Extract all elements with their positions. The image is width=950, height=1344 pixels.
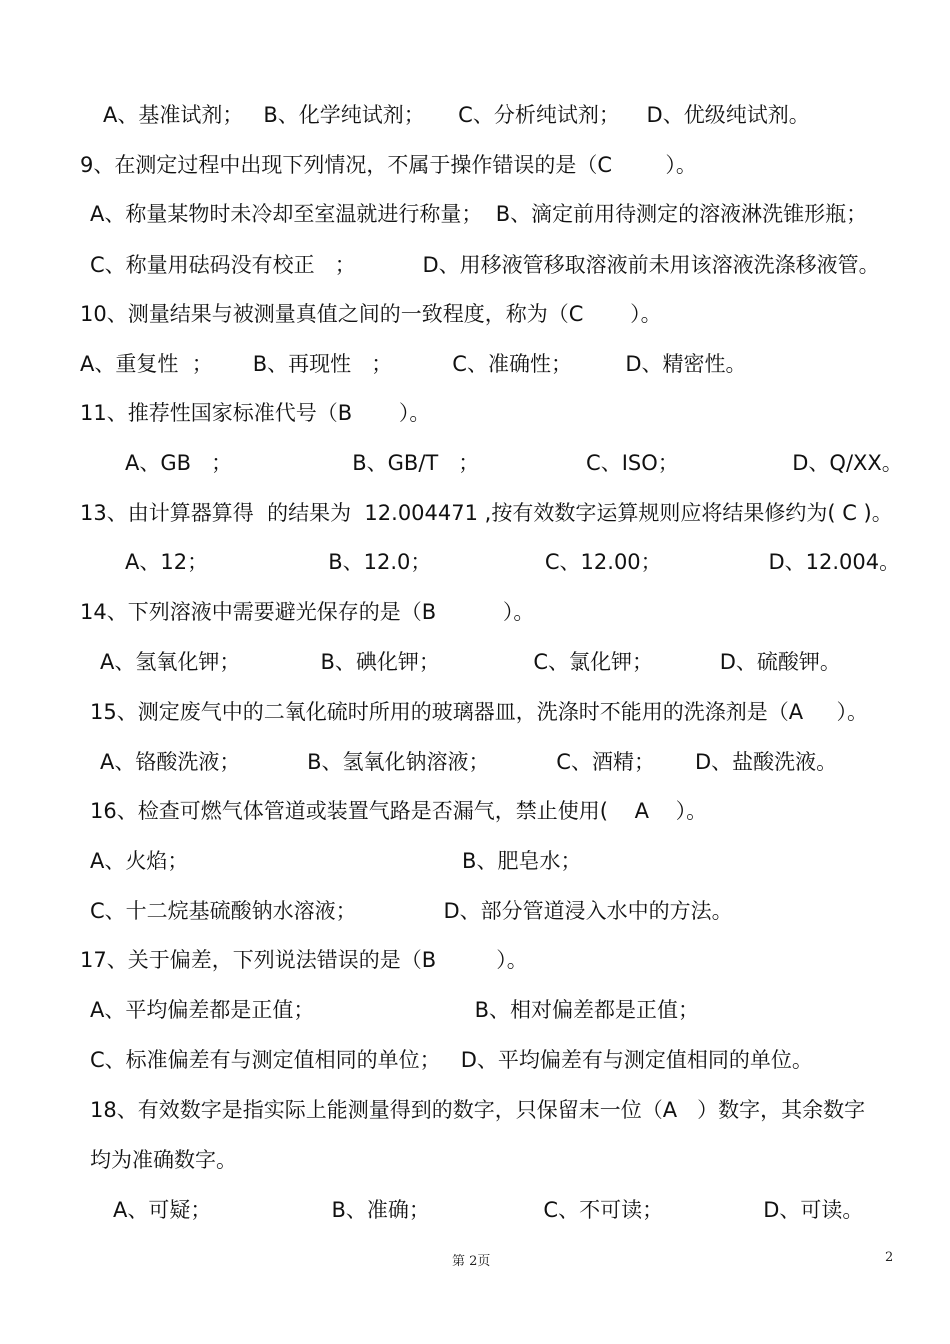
answer-options-15: A、铬酸洗液； B、氢氧化钠溶液； C、酒精； D、盐酸洗液。 bbox=[100, 750, 838, 774]
question-18-continued: 均为准确数字。 bbox=[90, 1148, 237, 1172]
question-10: 10、测量结果与被测量真值之间的一致程度，称为（C ）。 bbox=[80, 302, 662, 326]
answer-options-14: A、氢氧化钾； B、碘化钾； C、氯化钾； D、硫酸钾。 bbox=[100, 650, 841, 674]
question-14: 14、下列溶液中需要避光保存的是（B ）。 bbox=[80, 600, 535, 624]
page-label: 第 2页 bbox=[452, 1254, 491, 1269]
answer-options-11: A、GB ； B、GB/T ； C、ISO； D、Q/XX。 bbox=[125, 451, 903, 475]
question-18: 18、有效数字是指实际上能测量得到的数字，只保留末一位（A ）数字，其余数字 bbox=[90, 1098, 866, 1122]
answer-options-13: A、12； B、12.0； C、12.00； D、12.004。 bbox=[125, 550, 901, 574]
answer-options-17-ab: A、平均偏差都是正值； B、相对偏差都是正值； bbox=[90, 998, 699, 1022]
answer-options-9-ab: A、称量某物时未冷却至室温就进行称量； B、滴定前用待测定的溶液淋洗锥形瓶； bbox=[90, 202, 868, 226]
answer-options-16-cd: C、十二烷基硫酸钠水溶液； D、部分管道浸入水中的方法。 bbox=[90, 899, 733, 923]
answer-options-9-cd: C、称量用砝码没有校正 ； D、用移液管移取溶液前未用该溶液洗涤移液管。 bbox=[90, 253, 880, 277]
page-number: 2 bbox=[885, 1250, 894, 1265]
question-17: 17、关于偏差，下列说法错误的是（B ）。 bbox=[80, 948, 528, 972]
question-9: 9、在测定过程中出现下列情况，不属于操作错误的是（C ）。 bbox=[80, 153, 697, 177]
answer-options-10: A、重复性 ； B、再现性 ； C、准确性； D、精密性。 bbox=[80, 352, 747, 376]
question-15: 15、测定废气中的二氧化硫时所用的玻璃器皿，洗涤时不能用的洗涤剂是（A ）。 bbox=[90, 700, 868, 724]
answer-options-8: A、基准试剂； B、化学纯试剂； C、分析纯试剂； D、优级纯试剂。 bbox=[103, 103, 810, 127]
question-13: 13、由计算器算得 的结果为 12.004471 ,按有效数字运算规则应将结果修约为( C )。 bbox=[80, 501, 893, 525]
answer-options-18: A、可疑； B、准确； C、不可读； D、可读。 bbox=[113, 1198, 864, 1222]
question-16: 16、检查可燃气体管道或装置气路是否漏气，禁止使用( A ）。 bbox=[90, 799, 708, 823]
answer-options-16-ab: A、火焰； B、肥皂水； bbox=[90, 849, 582, 873]
question-11: 11、推荐性国家标准代号（B ）。 bbox=[80, 401, 431, 425]
answer-options-17-cd: C、标准偏差有与测定值相同的单位； D、平均偏差有与测定值相同的单位。 bbox=[90, 1048, 813, 1072]
